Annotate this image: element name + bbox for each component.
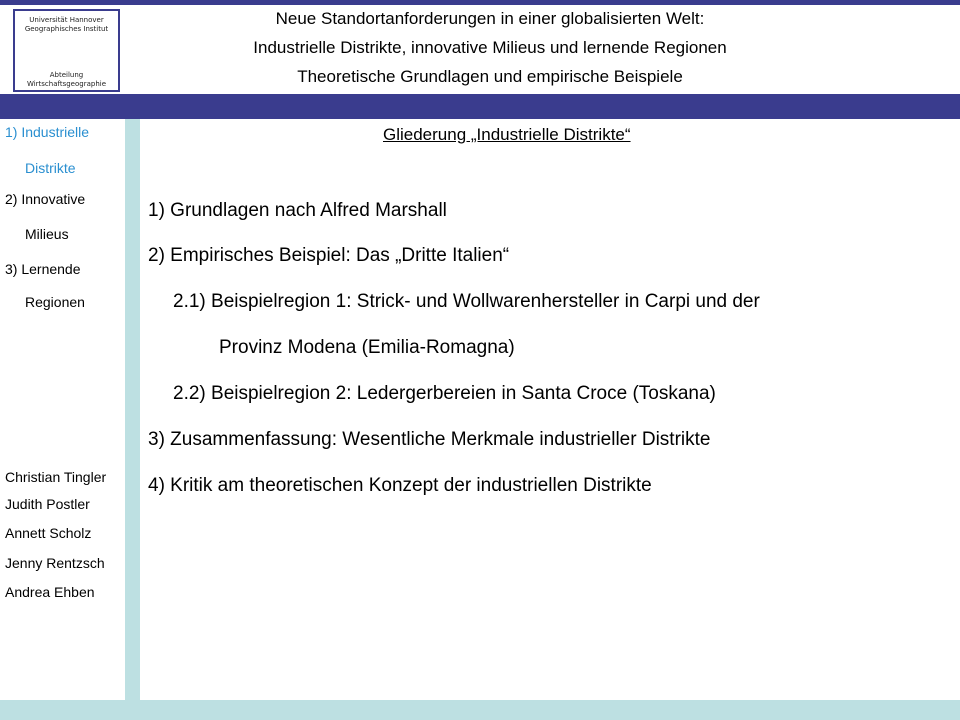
outline-item-2-2: 2.2) Beispielregion 2: Ledergerbereien in Santa Croce (Toskana) (173, 383, 716, 404)
logo-institute-text: Geographisches Institut (24, 25, 109, 33)
author-name: Annett Scholz (5, 525, 92, 541)
author-name: Judith Postler (5, 496, 90, 512)
author-name: Jenny Rentzsch (5, 555, 105, 571)
header-band (0, 94, 960, 119)
header-line-1: Neue Standortanforderungen in einer globalisierten Welt: (275, 9, 705, 28)
author-name: Andrea Ehben (5, 584, 95, 600)
vertical-divider (125, 119, 140, 700)
logo-department-name-text: Wirtschaftsgeographie (26, 80, 107, 88)
logo-university-text: Universität Hannover (29, 16, 104, 24)
university-logo (13, 9, 120, 92)
nav-item-industrielle-distrikte-line2[interactable]: Distrikte (25, 160, 76, 176)
outline-item-2-1: 2.1) Beispielregion 1: Strick- und Wollwarenhersteller in Carpi und der (173, 291, 760, 312)
nav-item-lernende-regionen[interactable]: 3) Lernende (5, 261, 81, 277)
header-line-3: Theoretische Grundlagen und empirische Beispiele (297, 67, 683, 86)
author-name: Christian Tingler (5, 469, 107, 485)
top-accent-bar (0, 0, 960, 5)
outline-item-3: 3) Zusammenfassung: Wesentliche Merkmale industrieller Distrikte (148, 429, 711, 450)
left-navigation (0, 119, 125, 700)
nav-item-innovative-milieus-line2[interactable]: Milieus (25, 226, 69, 242)
nav-item-industrielle-distrikte[interactable]: 1) Industrielle (5, 124, 90, 140)
outline-item-4: 4) Kritik am theoretischen Konzept der industriellen Distrikte (148, 475, 652, 496)
header-line-2: Industrielle Distrikte, innovative Milieus und lernende Regionen (253, 38, 727, 57)
outline-item-2-1-continued: Provinz Modena (Emilia-Romagna) (219, 337, 515, 358)
logo-department-text: Abteilung (49, 71, 84, 79)
outline-item-2: 2) Empirisches Beispiel: Das „Dritte Italien“ (148, 245, 510, 266)
page-title: Gliederung „Industrielle Distrikte“ (383, 125, 631, 144)
nav-item-lernende-regionen-line2[interactable]: Regionen (25, 294, 85, 310)
presentation-header (150, 8, 830, 95)
bottom-band (0, 700, 960, 720)
outline-item-1: 1) Grundlagen nach Alfred Marshall (148, 200, 447, 221)
nav-item-innovative-milieus[interactable]: 2) Innovative (5, 191, 86, 207)
